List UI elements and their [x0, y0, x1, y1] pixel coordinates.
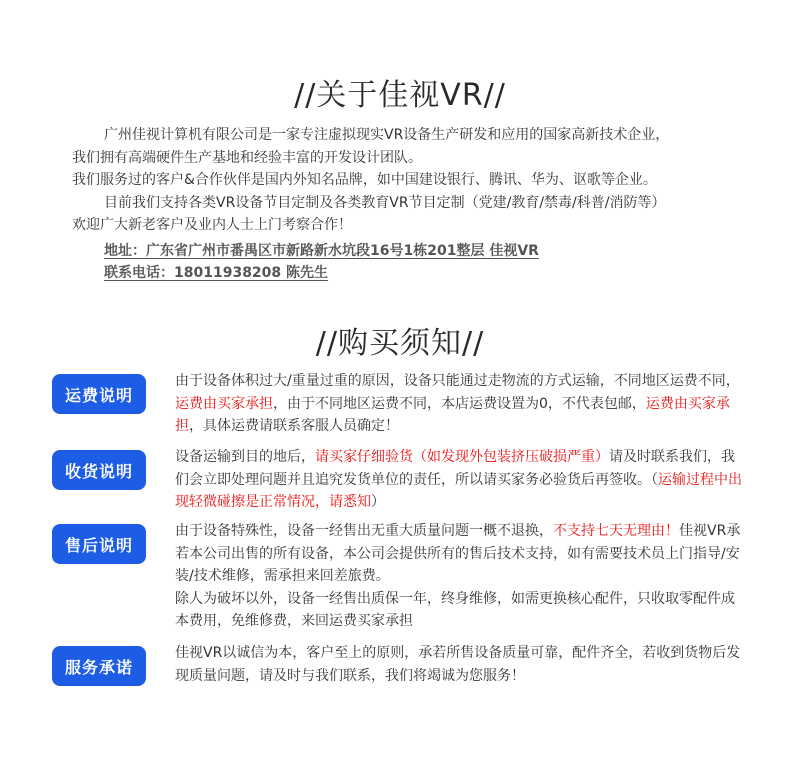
highlight-text: 运输过程中出现轻微碰擦是正常情况，请悉知 — [175, 471, 742, 510]
highlight-text: 运费由买家承担 — [175, 395, 273, 412]
receiving-badge: 收货说明 — [52, 450, 146, 490]
service-paragraph — [175, 642, 747, 687]
notice-title: //购买须知// — [315, 326, 485, 361]
body-text: ，由于不同地区运费不同，本店运费设置为0，不代表包邮， — [273, 395, 646, 412]
body-text: 佳视VR承若本公司出售的所有设备，本公司会提供所有的售后技术支持，如有需要技术员上门指导/安装/技术维修，需承担来回差旅费。 — [175, 523, 741, 584]
shipping-paragraph — [175, 370, 747, 438]
after-sales-paragraph — [175, 520, 747, 588]
about-paragraph: 我们拥有高端硬件生产基地和经验丰富的开发设计团队。 — [72, 149, 422, 166]
after-sales-extra: 除人为破坏以外，设备一经售出质保一年，终身维修，如需更换核心配件，只收取零配件成本费用，免维修费，来回运费买家承担 — [175, 590, 735, 629]
address-text: 地址：广东省广州市番禺区市新路新水坑段16号1栋201整层 佳视VR — [104, 242, 539, 259]
highlight-text: 不支持七天无理由！ — [553, 523, 679, 539]
body-text: ） — [371, 494, 385, 510]
about-paragraph: 我们服务过的客户&合作伙伴是国内外知名品牌，如中国建设银行、腾讯、华为、讴歌等企业。 — [72, 172, 657, 188]
body-text: 由于设备体积过大/重量过重的原因，设备只能通过走物流的方式运输，不同地区运费不同， — [175, 373, 740, 389]
shipping-text — [175, 370, 747, 438]
body-text: ，具体运费请联系客服人员确定！ — [189, 418, 399, 434]
service-badge: 服务承诺 — [52, 646, 146, 686]
receiving-text — [175, 446, 747, 514]
body-text: 设备运输到目的地后， — [175, 449, 315, 465]
about-title: //关于佳视VR// — [294, 78, 506, 113]
receiving-paragraph — [175, 446, 747, 514]
about-paragraph: 目前我们支持各类VR设备节目定制及各类教育VR节目定制（党建/教育/禁毒/科普/消防等） — [104, 194, 666, 211]
body-text: 由于设备特殊性，设备一经售出无重大质量问题一概不退换， — [175, 523, 553, 539]
phone-text: 联系电话：18011938208 陈先生 — [104, 265, 329, 281]
body-text: 佳视VR以诚信为本，客户至上的原则，承若所售设备质量可靠，配件齐全，若收到货物后发现质量问题，请及时与我们联系，我们将竭诚为您服务！ — [175, 645, 741, 684]
highlight-text: 请买家仔细验货（如发现外包装挤压破损严重） — [315, 449, 609, 465]
after-sales-badge: 售后说明 — [52, 524, 146, 564]
about-section — [72, 124, 752, 285]
about-paragraph: 广州佳视计算机有限公司是一家专注虚拟现实VR设备生产研发和应用的国家高新技术企业， — [104, 127, 670, 143]
highlight-text: 运费由买家承担 — [175, 395, 730, 434]
after-sales-text — [175, 520, 747, 633]
service-text — [175, 642, 747, 687]
shipping-badge: 运费说明 — [52, 374, 146, 414]
body-text: 请及时联系我们，我们会立即处理问题并且追究发货单位的责任，所以请买家务必验货后再签收。（ — [175, 449, 735, 488]
about-paragraph: 欢迎广大新老客户及业内人士上门考察合作！ — [72, 217, 352, 233]
